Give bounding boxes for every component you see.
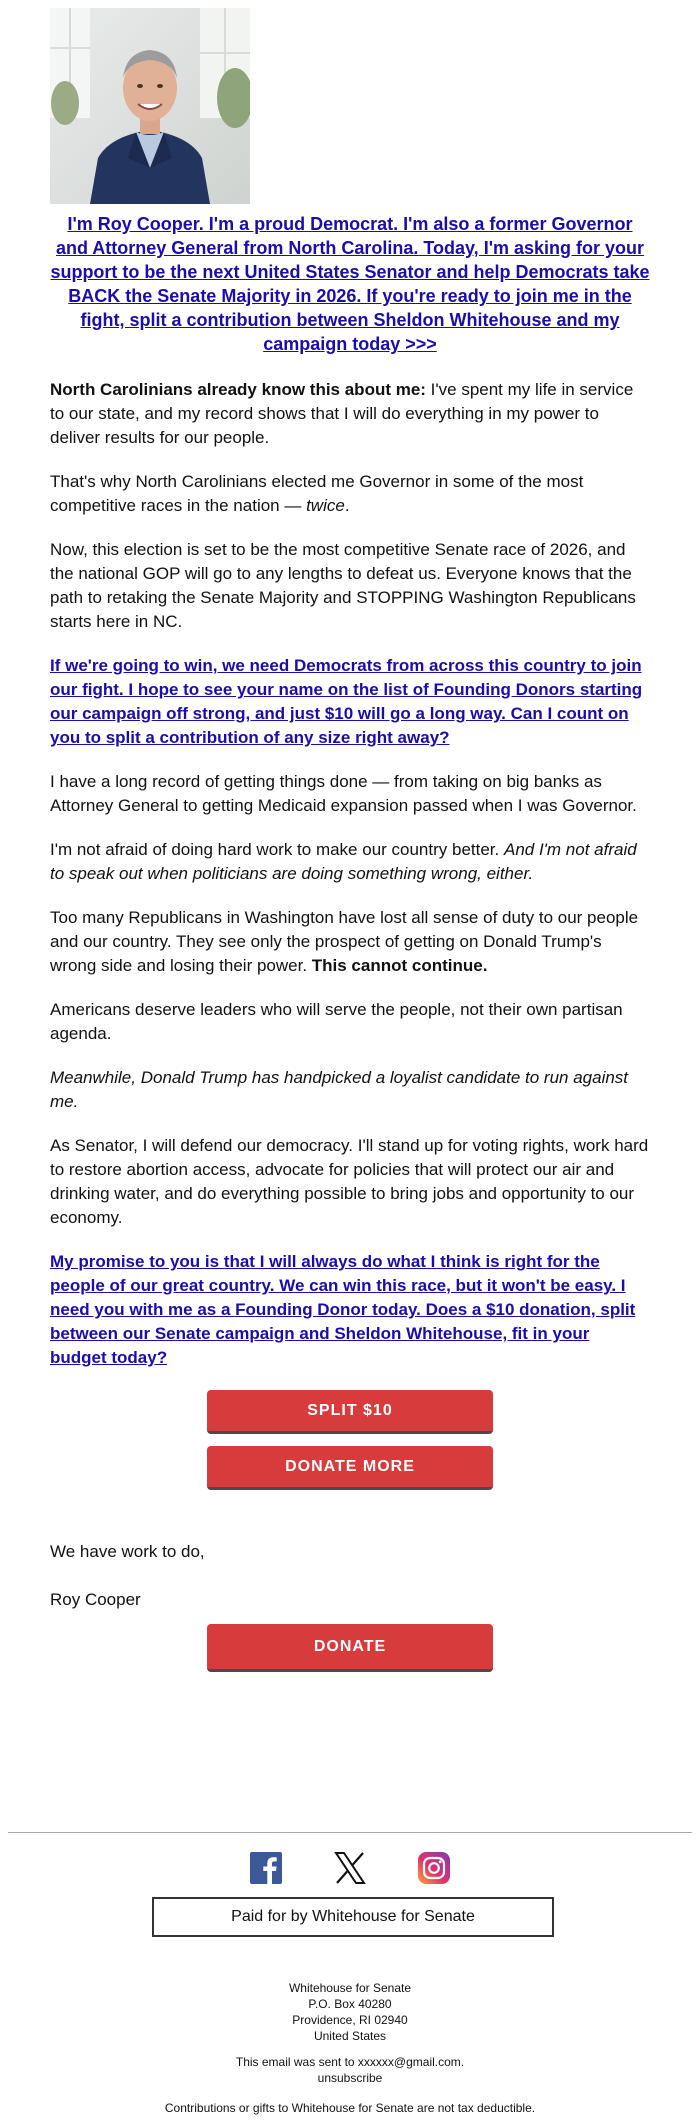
paragraph-record [50,378,650,450]
headline [50,212,650,356]
social-links [0,1852,700,1884]
paragraph-founding-donors [50,654,650,750]
address-line-po-box: P.O. Box 40280 [308,1997,392,2011]
unsubscribe-link[interactable]: unsubscribe [317,2071,383,2085]
paragraph-governor-italic: twice [306,496,345,515]
unsubscribe-wrap [0,2070,700,2086]
paid-for-disclaimer: Paid for by Whitehouse for Senate [152,1897,554,1937]
paragraph-hard-work [50,838,650,886]
paragraph-republicans-bold: This cannot continue. [311,956,488,975]
paragraph-senator: As Senator, I will defend our democracy. I'll stand up for voting rights, work hard to restore abortion access, advocate for policies that will protect our air and drinking water, and do everything possible to bring jobs and opportunity to our economy. [50,1136,649,1227]
candidate-photo [50,8,250,204]
paragraph-promise [50,1250,650,1370]
donate-button[interactable]: DONATE [207,1624,493,1672]
donate-more-button[interactable]: DONATE MORE [207,1446,493,1490]
address-line-org: Whitehouse for Senate [288,1981,412,1995]
paragraph-leaders: Americans deserve leaders who will serve the people, not their own partisan agenda. [50,1000,623,1043]
signoff-line: We have work to do, [50,1542,205,1561]
founding-donors-link[interactable]: If we're going to win, we need Democrats from across this country to join our fight. I hope to see your name on the list of Founding Donors starting our campaign off strong, and just $10 will go a long way. Can I count on you to split a contribution of any size right away? [50,656,643,747]
paragraph-republicans-text: Too many Republicans in Washington have lost all sense of duty to our people and our country. They see only the prospect of getting on Donald Trump's wrong side and losing their power. [50,908,639,975]
sent-to-note: This email was sent to xxxxxx@gmail.com. [235,2055,465,2069]
paragraph-governor [50,470,650,518]
split-10-button[interactable]: SPLIT $10 [207,1390,493,1434]
paragraph-hard-work-italic: And I'm not afraid to speak out when politicians are doing something wrong, either. [50,840,637,883]
paragraph-record-text: I've spent my life in service to our state, and my record shows that I will do everything in my power to deliver results for our people. [50,380,634,447]
paragraph-governor-end: . [344,496,350,515]
donate-button-wrap [50,1624,650,1672]
signoff-name: Roy Cooper [50,1590,141,1609]
paragraph-republicans [50,906,650,978]
address-line-city: Providence, RI 02940 [292,2013,408,2027]
paragraph-trump [50,1066,650,1114]
paragraph-record-bold: North Carolinians already know this about me: [50,380,426,399]
x-icon[interactable] [334,1852,366,1884]
headline-link[interactable]: I'm Roy Cooper. I'm a proud Democrat. I'm also a former Governor and Attorney General from North Carolina. Today, I'm asking for your support to be the next United States Senator and help Democrats take BACK the Senate Majority in 2026. If you're ready to join me in the fight, split a contribution between Sheldon Whitehouse and my campaign today >>> [50,214,650,354]
paragraph-long-record: I have a long record of getting things done — from taking on big banks as Attorney General to getting Medicaid expansion passed when I was Governor. [50,772,637,815]
header-photo-wrap [50,0,250,196]
facebook-icon[interactable] [250,1852,282,1884]
footer-divider [8,1832,692,1833]
mailing-address [0,1980,700,2044]
paragraph-election: Now, this election is set to be the most competitive Senate race of 2026, and the national GOP will go to any lengths to defeat us. Everyone knows that the path to retaking the Senate Majority and STOPPING Washington Republicans starts here in NC. [50,540,636,631]
address-line-country: United States [313,2029,387,2043]
instagram-icon[interactable] [418,1852,450,1884]
promise-link[interactable]: My promise to you is that I will always do what I think is right for the people of our great country. We can win this race, but it won't be easy. I need you with me as a Founding Donor today. Does a $10 donation, split between our Senate campaign and Sheldon Whitehouse, fit in your budget today? [50,1252,636,1367]
donate-more-button-wrap [50,1446,650,1490]
tax-disclaimer: Contributions or gifts to Whitehouse for Senate are not tax deductible. [164,2101,536,2115]
split-button-wrap [50,1390,650,1434]
paragraph-trump-italic: Meanwhile, Donald Trump has handpicked a loyalist candidate to run against me. [50,1068,629,1111]
paragraph-governor-text: That's why North Carolinians elected me Governor in some of the most competitive races in the nation — [50,472,584,515]
paragraph-hard-work-text: I'm not afraid of doing hard work to make our country better. [50,840,504,859]
